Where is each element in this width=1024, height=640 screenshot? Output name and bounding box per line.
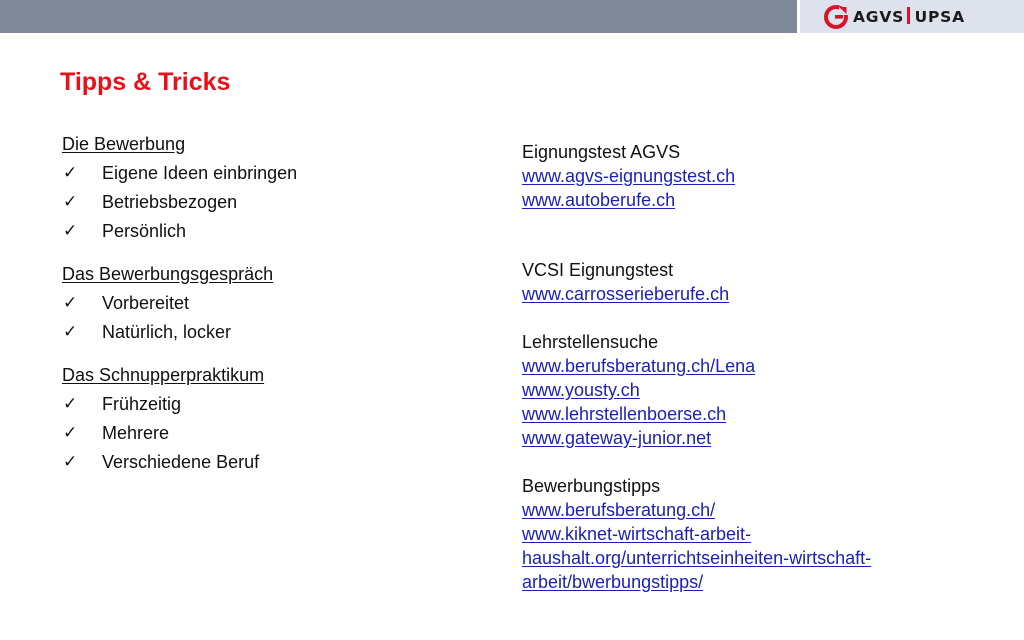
resource-group-bewerbungstipps (522, 474, 1002, 594)
list-item (62, 318, 482, 347)
checkmark-icon: ✓ (63, 423, 78, 443)
checkmark-icon: ✓ (63, 322, 78, 342)
list-item (62, 188, 482, 217)
resource-group-lehrstellensuche (522, 330, 1002, 450)
section-die-bewerbung (62, 130, 482, 246)
resource-group-title: Lehrstellensuche (522, 332, 659, 352)
list-item-label: Eigene Ideen einbringen (102, 163, 298, 183)
resource-link[interactable]: www.carrosserieberufe.ch (522, 284, 730, 304)
logo-text-upsa: UPSA (914, 8, 965, 26)
page-title: Tipps & Tricks (60, 68, 231, 96)
resource-group-eignungstest-agvs (522, 140, 1002, 212)
list-item (62, 419, 482, 448)
section-heading: Die Bewerbung (62, 134, 186, 154)
list-item (62, 448, 482, 477)
list-item (62, 159, 482, 188)
checkmark-icon: ✓ (63, 163, 78, 183)
logo[interactable] (800, 0, 1024, 33)
resource-link[interactable]: www.autoberufe.ch (522, 190, 676, 210)
tips-column (62, 130, 482, 491)
section-heading: Das Bewerbungsgespräch (62, 264, 274, 284)
list-item-label: Vorbereitet (102, 293, 190, 313)
resource-link[interactable]: www.yousty.ch (522, 380, 640, 400)
resource-link[interactable]: www.gateway-junior.net (522, 428, 712, 448)
resource-group-title: Bewerbungstipps (522, 476, 661, 496)
list-item (62, 390, 482, 419)
resource-group-title: VCSI Eignungstest (522, 260, 674, 280)
list-item-label: Betriebsbezogen (102, 192, 238, 212)
resource-link[interactable]: www.lehrstellenboerse.ch (522, 404, 727, 424)
resource-link[interactable]: www.kiknet-wirtschaft-arbeit-haushalt.org/unterrichtseinheiten-wirtschaft-arbeit/bwerbungstipps/ (522, 524, 872, 592)
checkmark-icon: ✓ (63, 293, 78, 313)
resource-link[interactable]: www.berufsberatung.ch/Lena (522, 356, 756, 376)
section-heading: Das Schnupperpraktikum (62, 365, 265, 385)
list-item (62, 217, 482, 246)
list-item-label: Mehrere (102, 423, 170, 443)
resource-link[interactable]: www.agvs-eignungstest.ch (522, 166, 736, 186)
resource-group-title: Eignungstest AGVS (522, 142, 681, 162)
list-item-label: Verschiedene Beruf (102, 452, 260, 472)
logo-separator (907, 7, 910, 24)
top-bar (0, 0, 797, 33)
logo-text-agvs: AGVS (853, 8, 905, 26)
resources-column (522, 140, 1002, 618)
list-item (62, 289, 482, 318)
resource-link[interactable]: www.berufsberatung.ch/ (522, 500, 716, 520)
list-item-label: Natürlich, locker (102, 322, 232, 342)
list-item-label: Frühzeitig (102, 394, 182, 414)
section-das-schnupperpraktikum (62, 361, 482, 477)
resource-group-vcsi-eignungstest (522, 258, 1002, 306)
list-item-label: Persönlich (102, 221, 187, 241)
checkmark-icon: ✓ (63, 452, 78, 472)
checkmark-icon: ✓ (63, 192, 78, 212)
section-das-bewerbungsgespraech (62, 260, 482, 347)
checkmark-icon: ✓ (63, 394, 78, 414)
logo-text (853, 6, 965, 28)
checkmark-icon: ✓ (63, 221, 78, 241)
agvs-upsa-logo-icon (824, 5, 848, 29)
